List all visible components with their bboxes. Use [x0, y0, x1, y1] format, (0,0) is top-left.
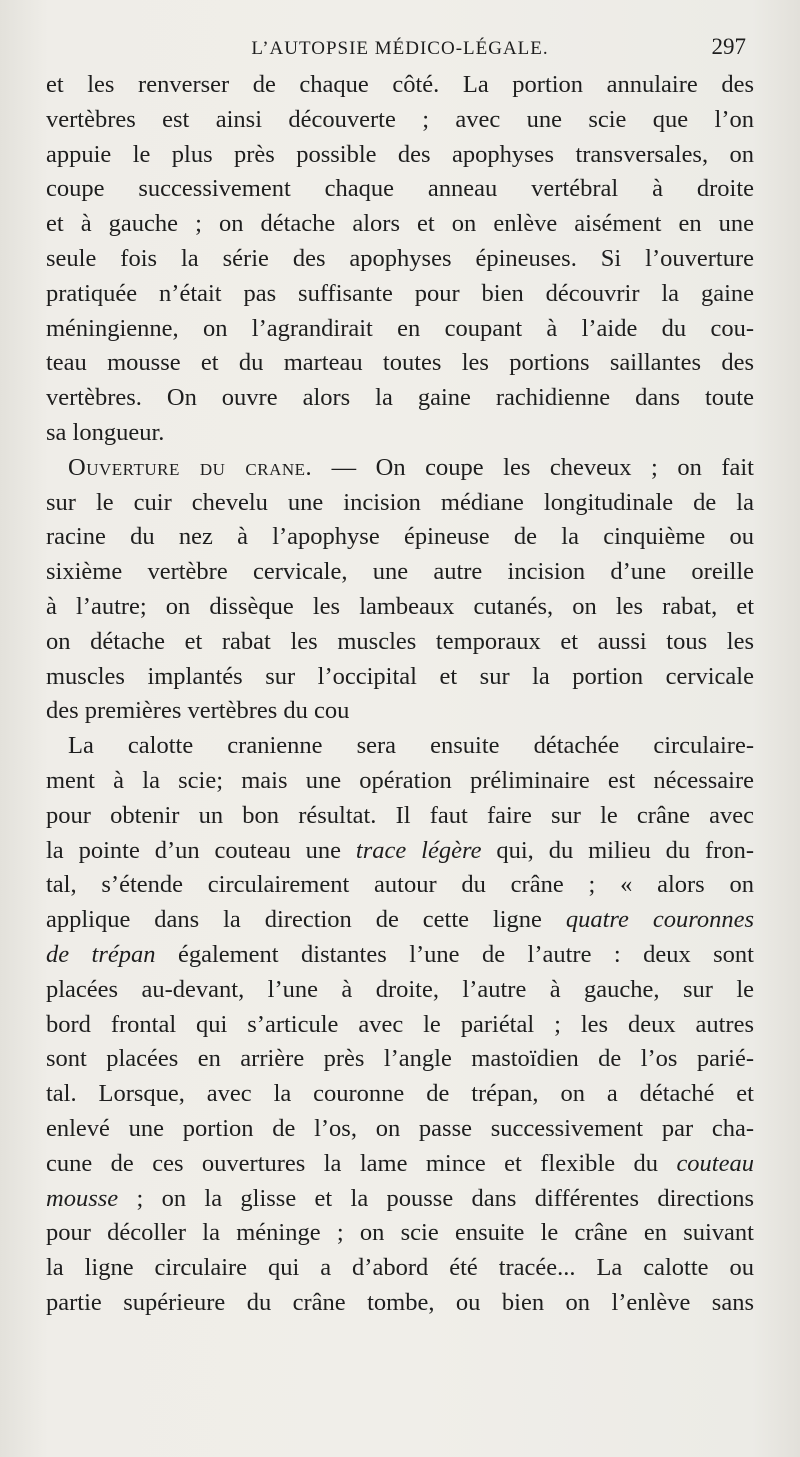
text-line	[46, 1182, 754, 1217]
text-segment: cune de ces ouvertures la lame mince et flexible du	[46, 1149, 677, 1177]
text-segment: teau mousse et du marteau toutes les portions saillantes des	[46, 349, 754, 377]
text-line	[46, 1042, 754, 1077]
italic-text: trace légère	[355, 836, 482, 864]
text-line	[46, 451, 754, 486]
text-segment: également distantes l’une de l’autre : deux sont	[155, 940, 754, 968]
text-segment: pour obtenir un bon résultat. Il faut faire sur le crâne avec	[46, 801, 754, 829]
text-segment: enlevé une portion de l’os, on passe successivement par cha-	[46, 1114, 754, 1142]
text-segment: seule fois la série des apophyses épineuses. Si l’ouverture	[46, 244, 754, 272]
text-segment: placées au-devant, l’une à droite, l’autre à gauche, sur le	[46, 975, 754, 1003]
text-segment: vertèbres est ainsi découverte ; avec une scie que l’on	[46, 105, 754, 133]
text-segment: tal. Lorsque, avec la couronne de trépan, on a détaché et	[46, 1080, 754, 1108]
text-line	[46, 938, 754, 973]
text-segment: muscles implantés sur l’occipital et sur la portion cervicale	[46, 662, 754, 690]
text-line	[46, 625, 754, 660]
text-line	[46, 590, 754, 625]
text-line	[46, 277, 754, 312]
text-segment: pratiquée n’était pas suffisante pour bien découvrir la gaine	[46, 279, 754, 307]
text-segment: appuie le plus près possible des apophyses transversales, on	[46, 140, 754, 168]
text-line	[46, 660, 754, 695]
text-segment: sixième vertèbre cervicale, une autre incision d’une oreille	[46, 558, 754, 586]
text-segment: bord frontal qui s’articule avec le pariétal ; les deux autres	[46, 1010, 754, 1038]
text-segment: ment à la scie; mais une opération préliminaire est nécessaire	[46, 766, 754, 794]
text-line	[46, 103, 754, 138]
text-line	[46, 1008, 754, 1043]
text-segment: à l’autre; on dissèque les lambeaux cutanés, on les rabat, et	[46, 592, 754, 620]
text-line	[46, 1286, 754, 1321]
text-segment: La calotte cranienne sera ensuite détachée circulaire-	[68, 732, 754, 760]
text-segment: la ligne circulaire qui a d’abord été tracée... La calotte ou	[46, 1254, 754, 1282]
body-text	[46, 68, 754, 1321]
text-segment: sa longueur.	[46, 418, 165, 446]
section-heading: Ouverture du crane.	[68, 453, 313, 481]
text-segment: sur le cuir chevelu une incision médiane longitudinale de la	[46, 488, 754, 516]
text-line	[46, 1147, 754, 1182]
text-line	[46, 486, 754, 521]
text-line	[46, 520, 754, 555]
text-line	[46, 834, 754, 869]
italic-text: de trépan	[46, 940, 156, 968]
text-segment: la pointe d’un couteau une	[46, 836, 356, 864]
text-segment: coupe successivement chaque anneau vertébral à droite	[46, 175, 754, 203]
text-line	[46, 346, 754, 381]
text-line	[46, 694, 754, 729]
text-segment: pour décoller la méninge ; on scie ensuite le crâne en suivant	[46, 1219, 754, 1247]
text-line	[46, 1251, 754, 1286]
text-line	[46, 868, 754, 903]
text-segment: — On coupe les cheveux ; on fait	[312, 453, 754, 481]
text-segment: et à gauche ; on détache alors et on enlève aisément en une	[46, 210, 754, 238]
text-line	[46, 973, 754, 1008]
text-segment: des premières vertèbres du cou	[46, 697, 350, 725]
text-line	[46, 729, 754, 764]
text-segment: partie supérieure du crâne tombe, ou bien on l’enlève sans	[46, 1288, 754, 1316]
text-segment: méningienne, on l’agrandirait en coupant à l’aide du cou-	[46, 314, 754, 342]
italic-text: couteau	[676, 1149, 754, 1177]
text-line	[46, 381, 754, 416]
running-title: L’AUTOPSIE MÉDICO-LÉGALE.	[251, 38, 549, 59]
text-line	[46, 416, 754, 451]
text-line	[46, 172, 754, 207]
text-segment: sont placées en arrière près l’angle mastoïdien de l’os parié-	[46, 1045, 754, 1073]
text-line	[46, 312, 754, 347]
text-segment: ; on la glisse et la pousse dans différentes directions	[118, 1184, 754, 1212]
text-segment: vertèbres. On ouvre alors la gaine rachidienne dans toute	[46, 384, 754, 412]
text-line	[46, 207, 754, 242]
text-line	[46, 1216, 754, 1251]
italic-text: mousse	[46, 1184, 119, 1212]
text-segment: et les renverser de chaque côté. La portion annulaire des	[46, 71, 754, 98]
text-segment: racine du nez à l’apophyse épineuse de la cinquième ou	[46, 523, 754, 551]
text-line	[46, 1112, 754, 1147]
text-line	[46, 68, 754, 103]
text-line	[46, 555, 754, 590]
text-segment: tal, s’étende circulairement autour du crâne ; « alors on	[46, 871, 754, 899]
text-line	[46, 799, 754, 834]
page-header	[46, 28, 754, 68]
text-segment: applique dans la direction de cette ligne	[46, 906, 566, 934]
text-segment: qui, du milieu du fron-	[481, 836, 754, 864]
italic-text: quatre couronnes	[565, 906, 754, 934]
text-line	[46, 764, 754, 799]
text-line	[46, 903, 754, 938]
text-line	[46, 138, 754, 173]
text-line	[46, 242, 754, 277]
text-line	[46, 1077, 754, 1112]
text-segment: on détache et rabat les muscles temporaux et aussi tous les	[46, 627, 754, 655]
page-number: 297	[711, 34, 746, 59]
